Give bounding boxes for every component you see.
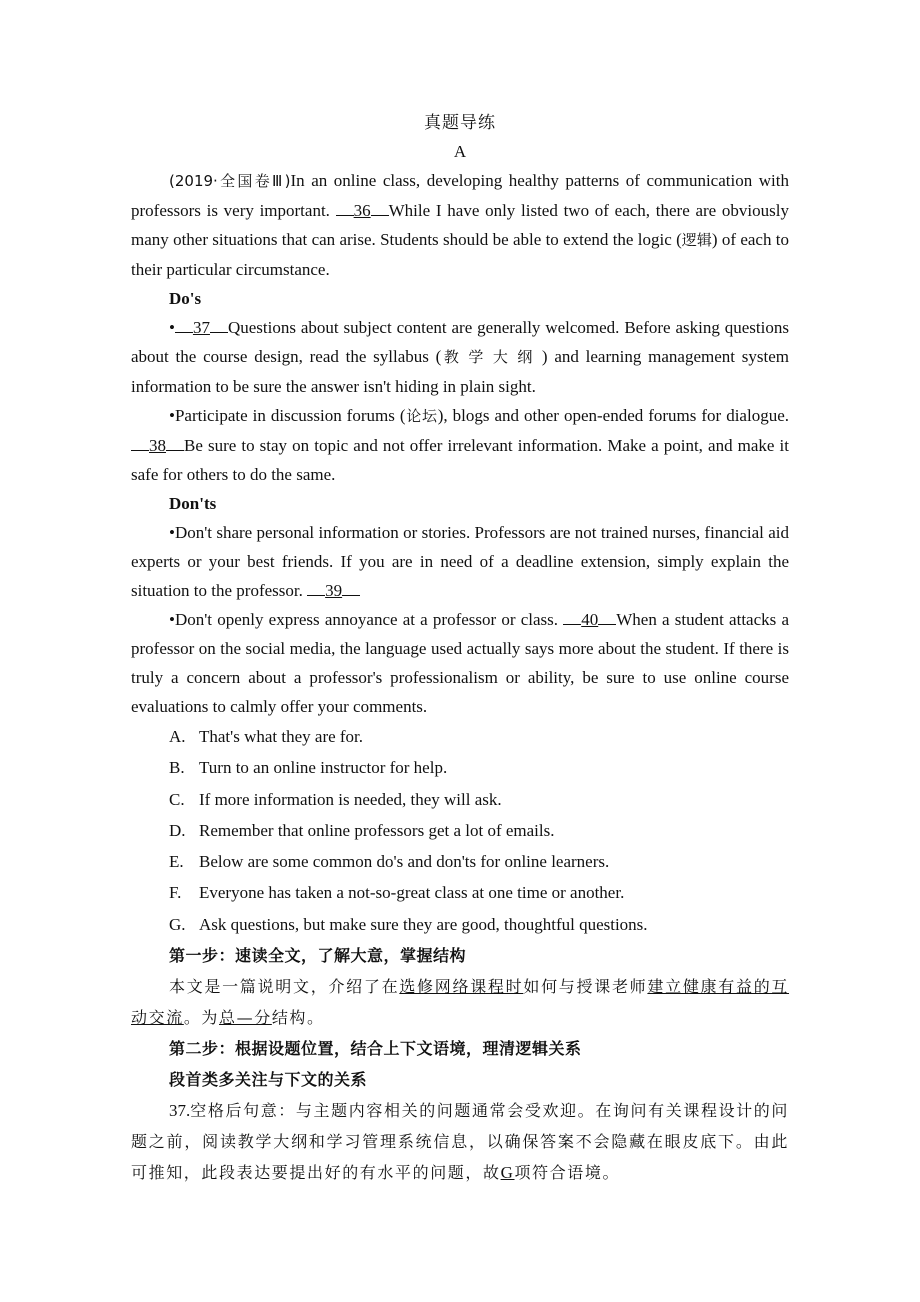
dos-item-2: •Participate in discussion forums (论坛), blogs and other open-ended forums for dialogue. 38 Be sure to stay on topic and not offer irrelevant information. Make a point, and make it safe for others to do the same. <box>131 406 789 484</box>
option-a: A. That's what they are for. <box>169 727 364 746</box>
donts-heading: Don'ts <box>169 494 217 513</box>
document-page <box>131 108 789 1188</box>
analysis-subheading: 段首类多关注与下文的关系 <box>169 1070 368 1090</box>
donts-item-2: •Don't openly express annoyance at a professor or class. 40 When a student attacks a professor on the social media, the language used actually says more about the student. If there is truly a concern about a professor's professionalism or ability, be sure to use online course evaluations to calmly offer your comments. <box>131 605 789 721</box>
option-d: D. Remember that online professors get a lot of emails. <box>169 820 555 840</box>
option-e: E. Below are some common do's and don'ts for online learners. <box>169 852 610 872</box>
dos-item-1: • 37 Questions about subject content are generally welcomed. Before asking questions about the course design, read the syllabus (教学大纲) and learning management system information to be sure the answer isn't hiding in plain sight. <box>131 313 789 401</box>
bullet-icon: • <box>169 523 175 542</box>
donts-item-1: •Don't share personal information or stories. Professors are not trained nurses, financial aid experts or your best friends. If you are in need of a deadline extension, simply explain the situation to the professor. 39 <box>131 518 789 605</box>
option-g: G. Ask questions, but make sure they are good, thoughtful questions. <box>169 914 648 934</box>
underlined-phrase: 建立健康有益的互动交流 <box>131 977 790 1028</box>
blank-36: 36 <box>336 196 389 225</box>
step1-heading: 第一步：速读全文，了解大意，掌握结构 <box>169 946 467 966</box>
blank-37: 37 <box>175 313 228 342</box>
blank-39: 39 <box>307 576 360 605</box>
blank-40: 40 <box>563 605 616 634</box>
source-label: (2019·全国卷Ⅲ) <box>169 172 291 190</box>
q37-explanation: 37.空格后句意：与主题内容相关的问题通常会受欢迎。在询问有关课程设计的问题之前，阅读教学大纲和学习管理系统信息，以确保答案不会隐藏在眼皮底下。由此可推知，此段表达要提出好的有水平的问题，故G项符合语境。 <box>131 1101 789 1183</box>
answer-letter: G <box>500 1163 515 1183</box>
bullet-icon: • <box>169 318 175 337</box>
underlined-phrase: 总—分 <box>219 1008 272 1028</box>
bullet-icon: • <box>169 406 175 425</box>
option-f: F. Everyone has taken a not-so-great class at one time or another. <box>169 883 625 903</box>
option-c: C. If more information is needed, they will ask. <box>169 789 502 809</box>
step2-heading: 第二步：根据设题位置，结合上下文语境，理清逻辑关系 <box>169 1039 582 1059</box>
section-letter: A <box>453 142 467 161</box>
bullet-icon: • <box>169 610 175 629</box>
intro-paragraph: (2019·全国卷Ⅲ)In an online class, developing healthy patterns of communication with professors is very important. 36 While I have only listed two of each, there are obviously many other situations that can arise. Students should be able to extend the logic (逻辑) of each to their particular circumstance. <box>131 171 789 279</box>
underlined-phrase: 选修网络课程时 <box>399 977 524 997</box>
dos-heading: Do's <box>169 289 202 308</box>
page-title: 真题导练 <box>424 113 496 133</box>
step1-paragraph: 本文是一篇说明文，介绍了在选修网络课程时如何与授课老师建立健康有益的互动交流。为总—分结构。 <box>131 977 790 1028</box>
blank-38: 38 <box>131 431 184 460</box>
options-list <box>131 721 789 940</box>
option-b: B. Turn to an online instructor for help. <box>169 758 448 778</box>
